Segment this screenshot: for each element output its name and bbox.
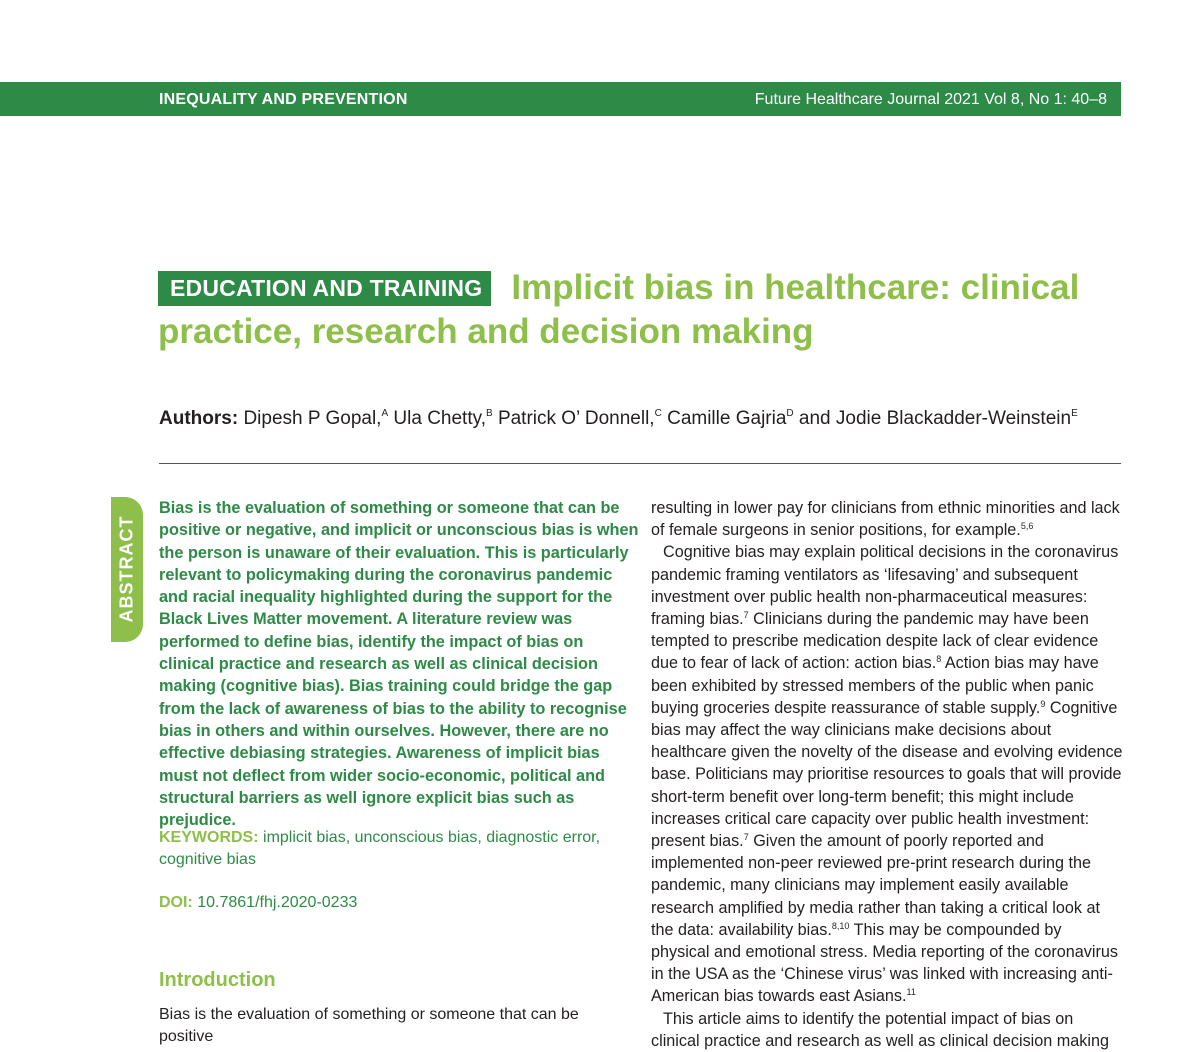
body-text: Action bias may have been exhibited by stressed members of the public when panic buying groceries despite reassurance of stable supply. — [651, 654, 1099, 717]
author-affiliation: D — [786, 408, 794, 419]
author-affiliation: C — [654, 408, 662, 419]
keywords — [159, 827, 629, 872]
body-text: Cognitive bias may explain political decisions in the coronavirus pandemic framing ventilators as ‘lifesaving’ and subsequent investment over public health non-pharmaceutical measures: framing bias. — [651, 543, 1119, 629]
author-name: Ula Chetty, — [393, 408, 486, 429]
journal-citation: Future Healthcare Journal 2021 Vol 8, No 1: 40–8 — [754, 91, 1107, 108]
author-name: Patrick O’ Donnell, — [497, 408, 655, 429]
citation-ref[interactable]: 8,10 — [831, 920, 850, 931]
citation-ref[interactable]: 5,6 — [1020, 521, 1034, 532]
divider — [159, 463, 1121, 464]
body-text: Clinicians during the pandemic may have been tempted to prescribe medication despite lack of clear evidence due to fear of lack of action: action bias. — [651, 610, 1099, 673]
article-title-block — [158, 266, 1118, 354]
citation-ref[interactable]: 11 — [906, 987, 916, 998]
article-title: Implicit bias in healthcare: clinical practice, research and decision making — [158, 268, 1080, 351]
body-paragraph — [651, 497, 1123, 541]
author-affiliation: E — [1071, 408, 1078, 419]
body-text: Given the amount of poorly reported and implemented non-peer reviewed pre-print research during the pandemic, many clinicians may implement easily available research amplified by media rather than taking a critical look at the data: availability bias. — [651, 832, 1100, 939]
abstract-text: Bias is the evaluation of something or someone that can be positive or negative, and implicit or unconscious bias is when the person is unaware of their evaluation. This is particularly relevant to policymaking during the coronavirus pandemic and racial inequality highlighted during the support for the Black Lives Matter movement. A literature review was performed to define bias, identify the impact of bias on clinical practice and research as well as clinical decision making (cognitive bias). Bias training could bridge the gap from the lack of awareness of bias to the ability to recognise bias in others and within ourselves. However, there are no effective debiasing strategies. Awareness of implicit bias must not deflect from wider socio-economic, political and structural barriers as well ignore explicit bias such as prejudice. — [159, 499, 639, 830]
journal-header-bar — [0, 82, 1121, 116]
category-tag: EDUCATION AND TRAINING — [158, 271, 491, 306]
body-text: resulting in lower pay for clinicians from ethnic minorities and lack of female surgeons in senior positions, for example. — [651, 499, 1120, 540]
introduction-text: Bias is the evaluation of something or someone that can be positive — [159, 1006, 579, 1046]
author-affiliation: B — [485, 408, 493, 419]
author-name: Camille Gajria — [667, 408, 787, 429]
section-name: INEQUALITY AND PREVENTION — [159, 91, 408, 108]
body-paragraph: This article aims to identify the potential impact of bias on clinical practice and research as well as clinical decision making — [651, 1009, 1109, 1050]
body-text: This may be compounded by physical and emotional stress. Media reporting of the coronavirus in the USA as the ‘Chinese virus’ was linked with increasing anti-American bias towards east Asians. — [651, 920, 1118, 1006]
doi-link[interactable]: 10.7861/fhj.2020-0233 — [197, 894, 358, 911]
citation-ref[interactable]: 7 — [743, 610, 749, 621]
authors-label: Authors: — [159, 408, 239, 429]
abstract-tab-label: ABSTRACT — [116, 515, 137, 623]
citation-ref[interactable]: 7 — [743, 832, 749, 843]
body-paragraph — [651, 541, 1123, 1007]
abstract-tab — [111, 497, 143, 642]
body-text: Cognitive bias may affect the way clinicians make decisions about healthcare given the novelty of the disease and evolving evidence base. Politicians may prioritise resources to goals that will provide short-term benefit over long-term benefit; this might include increases critical care capacity over public health investment: present bias. — [651, 698, 1123, 851]
keywords-value: implicit bias, unconscious bias, diagnostic error, cognitive bias — [159, 829, 601, 869]
citation-ref[interactable]: 9 — [1040, 698, 1046, 709]
citation-ref[interactable]: 8 — [936, 654, 942, 665]
keywords-label: KEYWORDS: — [159, 829, 259, 846]
authors-line — [159, 408, 1078, 430]
author-name: and Jodie Blackadder-Weinstein — [798, 408, 1072, 429]
introduction-heading: Introduction — [159, 969, 276, 991]
doi — [159, 892, 629, 914]
body-right-column — [651, 497, 1123, 1052]
doi-label: DOI: — [159, 894, 193, 911]
author-affiliation: A — [381, 408, 389, 419]
author-name: Dipesh P Gopal, — [243, 408, 382, 429]
